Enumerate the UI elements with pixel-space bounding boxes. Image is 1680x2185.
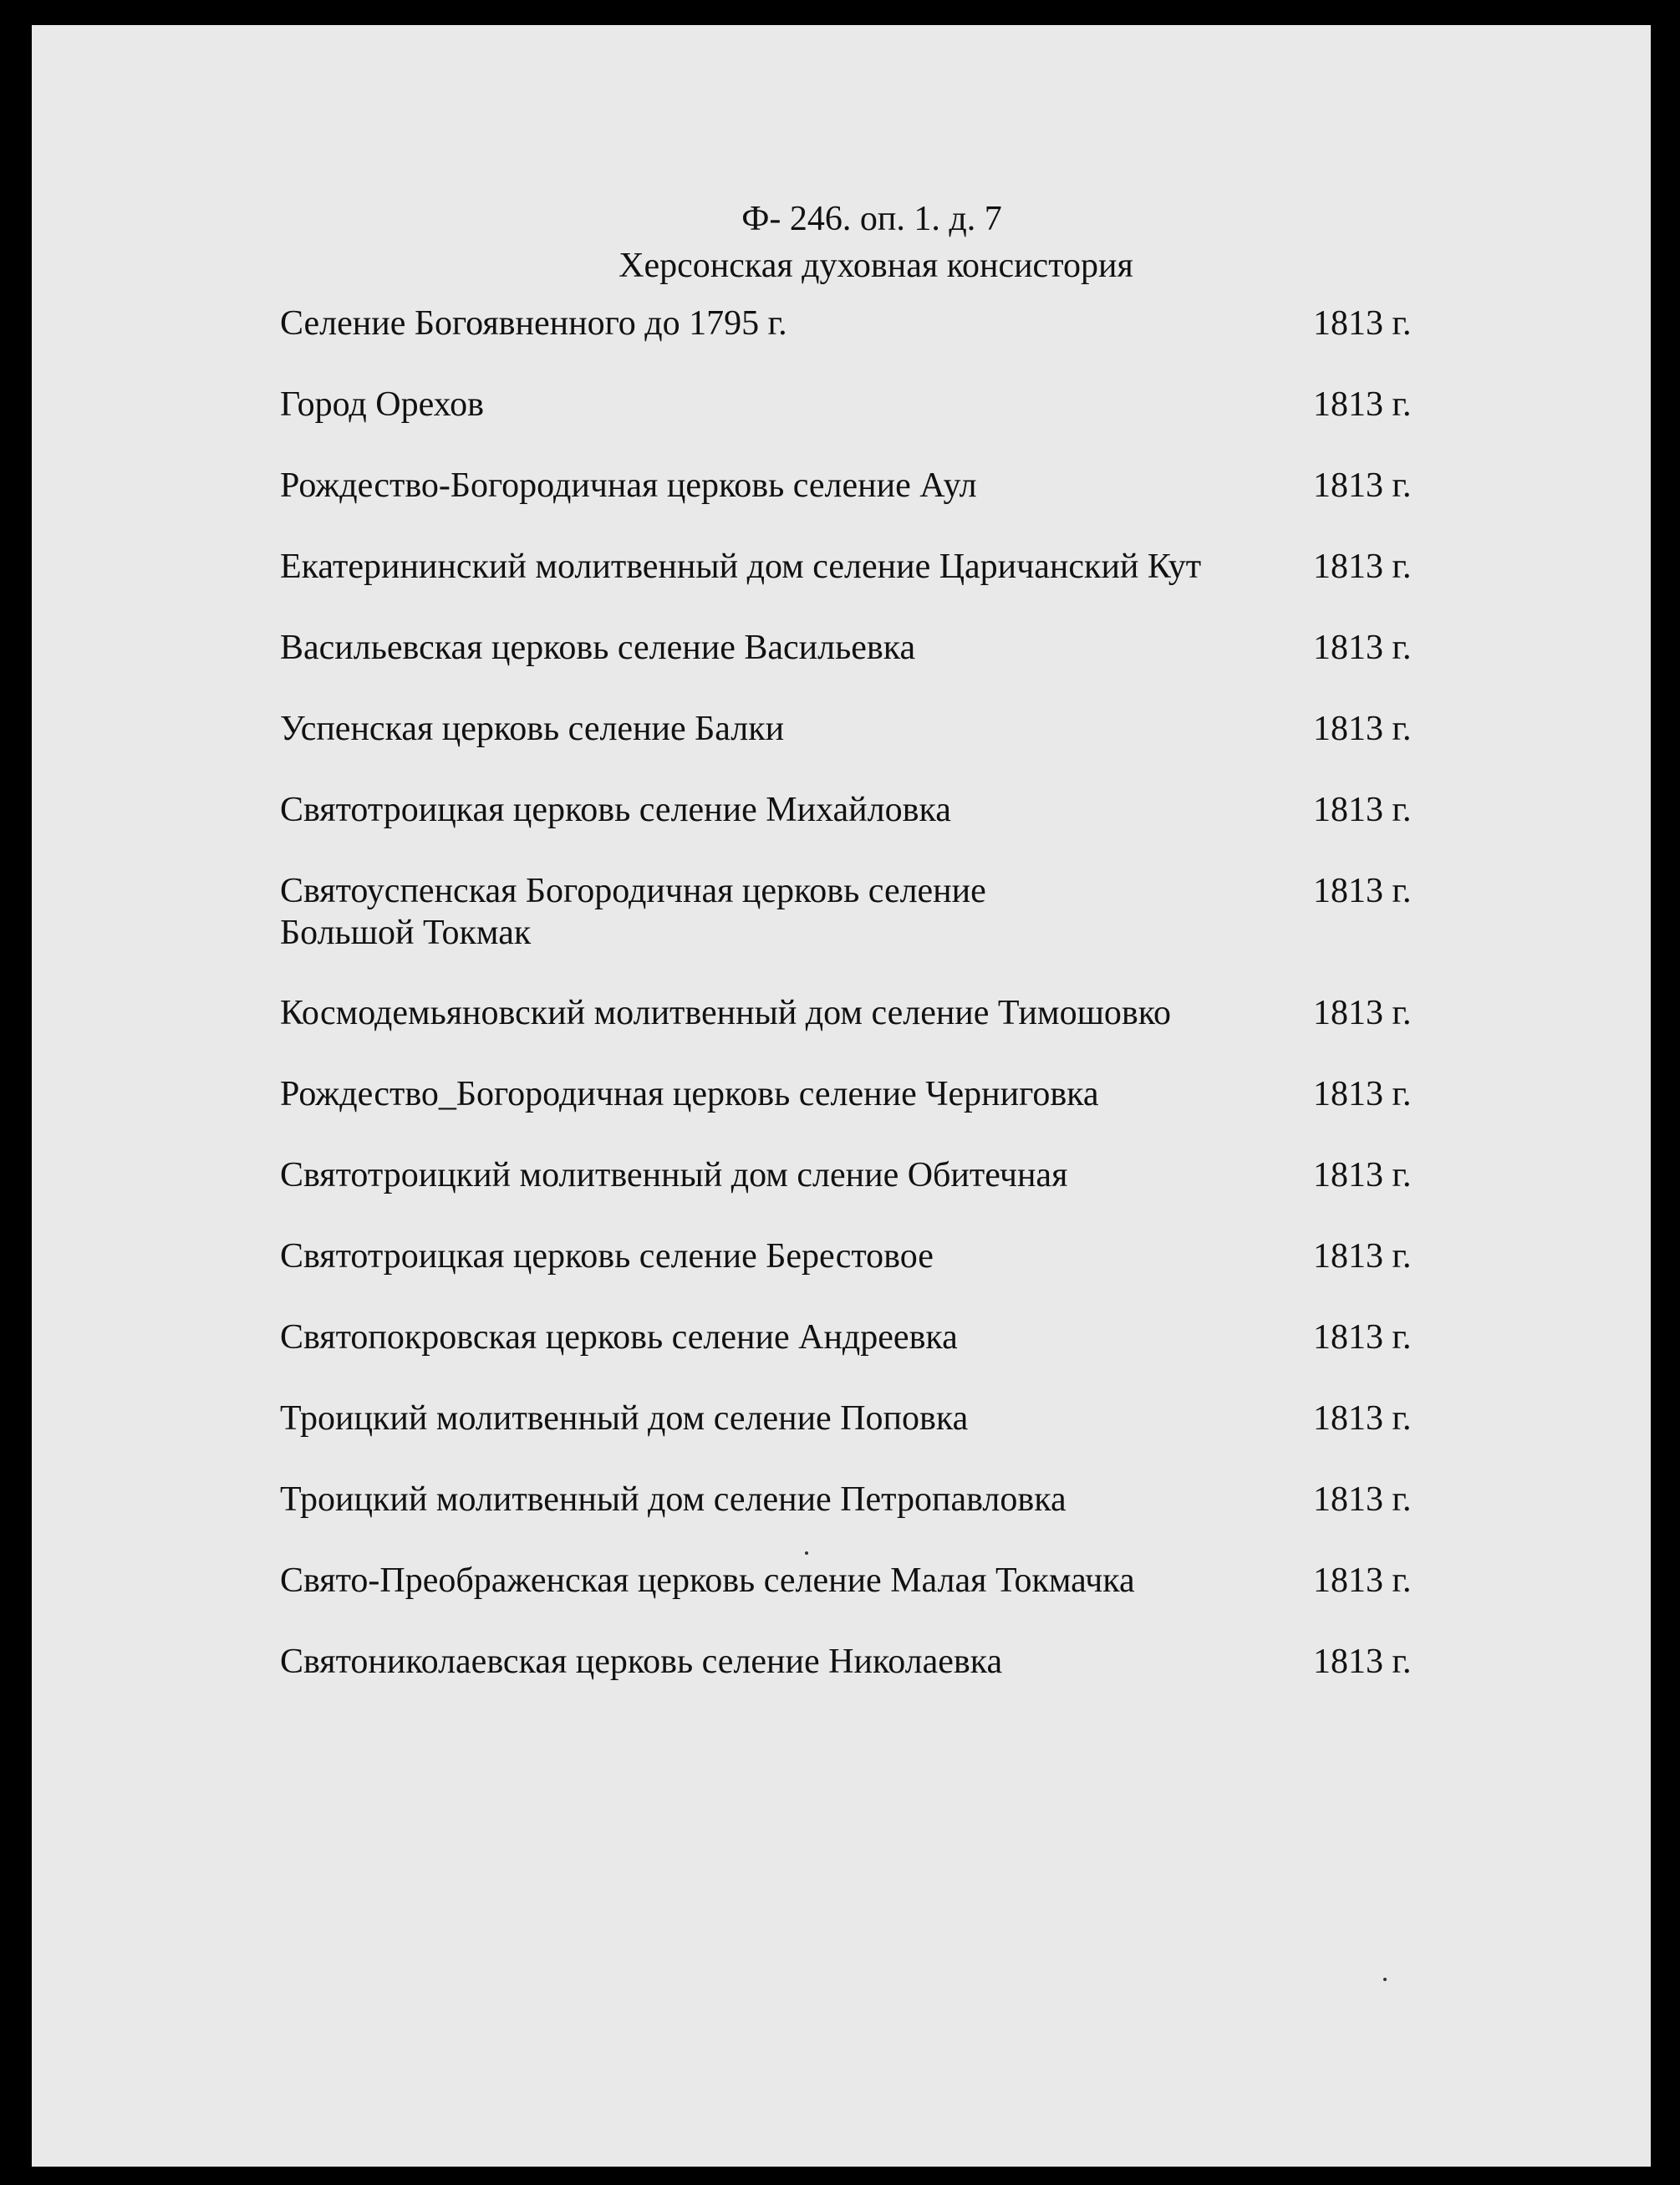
- entry-title: Святоуспенская Богородичная церковь селение Большой Токмак: [280, 872, 986, 952]
- entry-year: 1813 г.: [1313, 872, 1412, 910]
- entry-year: 1813 г.: [1313, 1075, 1412, 1113]
- entry-year: 1813 г.: [1313, 791, 1412, 829]
- entry-title: Рождество_Богородичная церковь селение Черниговка: [280, 1075, 1099, 1113]
- entry-title: Рождество-Богородичная церковь селение Аул: [280, 466, 977, 505]
- entry-title: Екатерининский молитвенный дом селение Царичанский Кут: [280, 548, 1202, 586]
- entry-title: Космодемьяновский молитвенный дом селение Тимошовко: [280, 994, 1172, 1032]
- archive-reference: Ф- 246. оп. 1. д. 7: [741, 200, 1002, 238]
- entry-title: Город Орехов: [280, 385, 484, 424]
- entry-title: Святониколаевская церковь селение Николаевка: [280, 1643, 1003, 1681]
- entry-year: 1813 г.: [1313, 1561, 1412, 1600]
- entry-year: 1813 г.: [1313, 629, 1412, 667]
- entry-year: 1813 г.: [1313, 710, 1412, 748]
- entry-title: Святотроицкий молитвенный дом сление Обитечная: [280, 1156, 1068, 1194]
- entry-title: Васильевская церковь селение Васильевка: [280, 629, 916, 667]
- institution-name: Херсонская духовная консистория: [619, 247, 1133, 285]
- entry-year: 1813 г.: [1313, 1156, 1412, 1194]
- entry-title: Успенская церковь селение Балки: [280, 710, 785, 748]
- entry-year: 1813 г.: [1313, 466, 1412, 505]
- entry-title: Святотроицкая церковь селение Берестовое: [280, 1237, 934, 1276]
- document-page: [32, 25, 1651, 2167]
- scan-speck: [1383, 1978, 1387, 1981]
- entry-year: 1813 г.: [1313, 1480, 1412, 1519]
- entry-year: 1813 г.: [1313, 1399, 1412, 1438]
- entry-title: Святопокровская церковь селение Андреевка: [280, 1318, 958, 1357]
- entry-year: 1813 г.: [1313, 994, 1412, 1032]
- entry-title: Селение Богоявненного до 1795 г.: [280, 304, 787, 343]
- entry-title: Святотроицкая церковь селение Михайловка: [280, 791, 951, 829]
- scan-speck: [805, 1551, 808, 1555]
- entry-year: 1813 г.: [1313, 1643, 1412, 1681]
- entry-title: Свято-Преображенская церковь селение Малая Токмачка: [280, 1561, 1135, 1600]
- entry-title: Троицкий молитвенный дом селение Петропавловка: [280, 1480, 1067, 1519]
- entry-year: 1813 г.: [1313, 304, 1412, 343]
- entry-year: 1813 г.: [1313, 1318, 1412, 1357]
- entry-title: Троицкий молитвенный дом селение Поповка: [280, 1399, 969, 1438]
- entry-year: 1813 г.: [1313, 385, 1412, 424]
- entry-year: 1813 г.: [1313, 1237, 1412, 1276]
- entry-year: 1813 г.: [1313, 548, 1412, 586]
